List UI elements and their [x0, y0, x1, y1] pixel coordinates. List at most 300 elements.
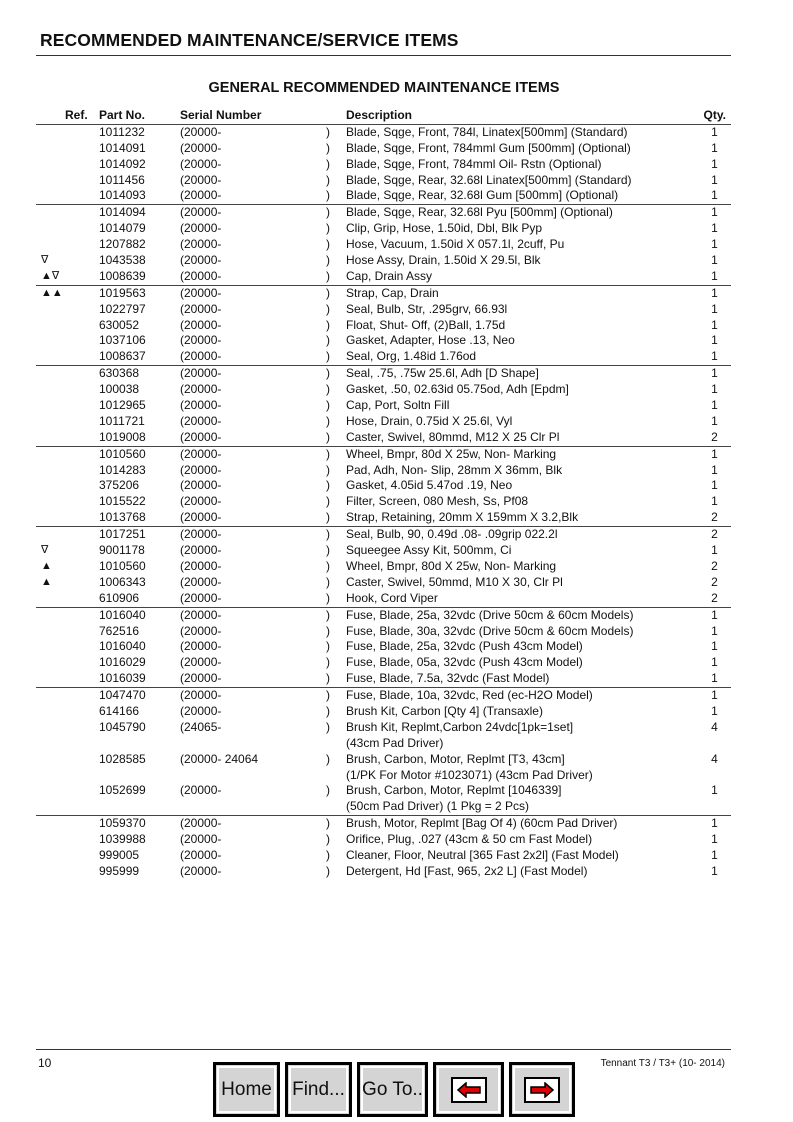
- go-to-button[interactable]: Go To..: [357, 1062, 428, 1117]
- description: Brush Kit, Carbon [Qty 4] (Transaxle): [346, 703, 543, 718]
- serial-number: (20000- 24064: [180, 751, 259, 766]
- table-row: [36, 447, 731, 463]
- description: Seal, Bulb, Str, .295grv, 66.93l: [346, 301, 508, 316]
- description: Wheel, Bmpr, 80d X 25w, Non- Marking: [346, 558, 557, 573]
- part-number: 1019008: [99, 429, 146, 444]
- serial-number: (20000-: [180, 156, 222, 171]
- quantity: 2: [711, 510, 718, 525]
- table-row: [36, 752, 731, 768]
- serial-number: (20000-: [180, 446, 222, 461]
- description: Seal, Bulb, 90, 0.49d .08- .09grip 022.2l: [346, 527, 558, 542]
- description: Caster, Swivel, 50mmd, M10 X 30, Clr Pl: [346, 574, 563, 589]
- row-group: [36, 687, 731, 815]
- serial-close: ): [326, 366, 330, 381]
- serial-number: (20000-: [180, 863, 222, 878]
- ref-marker: [36, 382, 99, 398]
- serial-number: (20000-: [180, 237, 222, 252]
- description: Filter, Screen, 080 Mesh, Ss, Pf08: [346, 494, 529, 509]
- ref-marker: [36, 783, 99, 799]
- description: Gasket, .50, 02.63id 05.75od, Adh [Epdm]: [346, 382, 569, 397]
- description: (43cm Pad Driver): [346, 735, 444, 750]
- ref-marker: [36, 704, 99, 720]
- page-number: 10: [38, 1056, 52, 1070]
- ref-marker: [36, 832, 99, 848]
- description: Fuse, Blade, 7.5a, 32vdc (Fast Model): [346, 671, 550, 686]
- ref-marker: [36, 366, 99, 382]
- table-row: [36, 205, 731, 221]
- description: Cap, Port, Soltn Fill: [346, 398, 450, 413]
- ref-marker: ▲: [41, 559, 52, 572]
- description: Pad, Adh, Non- Slip, 28mm X 36mm, Blk: [346, 462, 563, 477]
- ref-marker: [36, 671, 99, 687]
- serial-number: (20000-: [180, 832, 222, 847]
- ref-marker: ▲: [41, 575, 52, 588]
- serial-close: ): [326, 124, 330, 139]
- table-row: [36, 286, 731, 302]
- quantity: 1: [711, 237, 718, 252]
- quantity: 1: [711, 221, 718, 236]
- description: Cleaner, Floor, Neutral [365 Fast 2x2l] (Fast Model): [346, 847, 619, 862]
- description: Hose, Vacuum, 1.50id X 057.1l, 2cuff, Pu: [346, 237, 565, 252]
- table-row: [36, 591, 731, 607]
- description: Brush, Carbon, Motor, Replmt [1046339]: [346, 783, 562, 798]
- serial-close: ): [326, 590, 330, 605]
- part-number: 1043538: [99, 253, 146, 268]
- serial-number: (20000-: [180, 333, 222, 348]
- quantity: 1: [711, 863, 718, 878]
- part-number: 999005: [99, 847, 140, 862]
- serial-close: ): [326, 543, 330, 558]
- serial-number: (20000-: [180, 527, 222, 542]
- part-number: 1019563: [99, 285, 146, 300]
- ref-marker: [36, 624, 99, 640]
- ref-marker: [36, 414, 99, 430]
- header-serial-number: Serial Number: [180, 108, 262, 122]
- part-number: 1006343: [99, 574, 146, 589]
- serial-number: (20000-: [180, 124, 222, 139]
- part-number: 1011456: [99, 172, 145, 187]
- part-number: 9001178: [99, 543, 145, 558]
- serial-close: ): [326, 623, 330, 638]
- serial-close: ): [326, 607, 330, 622]
- part-number: 1014094: [99, 205, 146, 220]
- header-description: Description: [346, 108, 413, 122]
- quantity: 1: [711, 688, 718, 703]
- table-row: [36, 816, 731, 832]
- serial-number: (20000-: [180, 253, 222, 268]
- quantity: 1: [711, 205, 718, 220]
- serial-close: ): [326, 462, 330, 477]
- table-row: [36, 494, 731, 510]
- part-number: 1052699: [99, 783, 146, 798]
- ref-marker: [36, 141, 99, 157]
- part-number: 1022797: [99, 301, 146, 316]
- ref-marker: ∇: [41, 254, 49, 267]
- quantity: 1: [711, 639, 718, 654]
- serial-number: (20000-: [180, 349, 222, 364]
- serial-close: ): [326, 703, 330, 718]
- description: Fuse, Blade, 25a, 32vdc (Drive 50cm & 60cm Models): [346, 607, 634, 622]
- back-arrow-icon: [456, 1082, 482, 1098]
- description: Blade, Sqge, Front, 784mml Gum [500mm] (Optional): [346, 140, 631, 155]
- description: Wheel, Bmpr, 80d X 25w, Non- Marking: [346, 446, 557, 461]
- description-continuation: [36, 799, 731, 815]
- serial-number: (20000-: [180, 172, 222, 187]
- serial-close: ): [326, 253, 330, 268]
- serial-close: ): [326, 172, 330, 187]
- description: Detergent, Hd [Fast, 965, 2x2 L] (Fast Model): [346, 863, 588, 878]
- serial-close: ): [326, 268, 330, 283]
- row-group: [36, 285, 731, 365]
- serial-number: (20000-: [180, 366, 222, 381]
- serial-number: (20000-: [180, 607, 222, 622]
- header-qty: Qty.: [703, 108, 726, 122]
- parts-table: [36, 108, 731, 880]
- description: Hose, Drain, 0.75id X 25.6l, Vyl: [346, 413, 513, 428]
- serial-number: (20000-: [180, 494, 222, 509]
- quantity: 4: [711, 719, 718, 734]
- description: Blade, Sqge, Front, 784mml Oil- Rstn (Optional): [346, 156, 602, 171]
- serial-number: (20000-: [180, 221, 222, 236]
- part-number: 1045790: [99, 719, 146, 734]
- description-continuation: [36, 736, 731, 752]
- serial-close: ): [326, 429, 330, 444]
- table-row: [36, 559, 731, 575]
- table-row: [36, 463, 731, 479]
- table-row: [36, 430, 731, 446]
- description-continuation: [36, 768, 731, 784]
- serial-number: (20000-: [180, 285, 222, 300]
- description: Strap, Cap, Drain: [346, 285, 439, 300]
- table-row: [36, 688, 731, 704]
- description: Blade, Sqge, Front, 784l, Linatex[500mm] (Standard): [346, 124, 628, 139]
- serial-number: (20000-: [180, 655, 222, 670]
- description: Brush, Motor, Replmt [Bag Of 4) (60cm Pad Driver): [346, 816, 618, 831]
- description: Gasket, Adapter, Hose .13, Neo: [346, 333, 515, 348]
- part-number: 630368: [99, 366, 140, 381]
- description: Fuse, Blade, 25a, 32vdc (Push 43cm Model): [346, 639, 583, 654]
- quantity: 1: [711, 156, 718, 171]
- quantity: 1: [711, 671, 718, 686]
- ref-marker: ▲▲: [41, 286, 63, 299]
- ref-marker: [36, 237, 99, 253]
- description: Seal, Org, 1.48id 1.76od: [346, 349, 477, 364]
- ref-marker: [36, 608, 99, 624]
- quantity: 1: [711, 832, 718, 847]
- serial-close: ): [326, 527, 330, 542]
- serial-number: (20000-: [180, 847, 222, 862]
- quantity: 2: [711, 574, 718, 589]
- serial-number: (20000-: [180, 590, 222, 605]
- quantity: 1: [711, 478, 718, 493]
- table-row: [36, 318, 731, 334]
- serial-close: ): [326, 863, 330, 878]
- serial-close: ): [326, 413, 330, 428]
- serial-close: ): [326, 205, 330, 220]
- description: Blade, Sqge, Rear, 32.68l Gum [500mm] (Optional): [346, 188, 619, 203]
- quantity: 1: [711, 188, 718, 203]
- table-header: [36, 108, 731, 125]
- serial-number: (20000-: [180, 623, 222, 638]
- serial-close: ): [326, 510, 330, 525]
- row-group: [36, 607, 731, 687]
- serial-close: ): [326, 847, 330, 862]
- ref-marker: [36, 864, 99, 880]
- quantity: 1: [711, 783, 718, 798]
- description: Fuse, Blade, 05a, 32vdc (Push 43cm Model): [346, 655, 583, 670]
- part-number: 1011721: [99, 413, 145, 428]
- forward-arrow-icon: [529, 1082, 555, 1098]
- part-number: 1015522: [99, 494, 146, 509]
- ref-marker: [36, 318, 99, 334]
- serial-number: (20000-: [180, 317, 222, 332]
- quantity: 1: [711, 349, 718, 364]
- serial-close: ): [326, 478, 330, 493]
- serial-number: (20000-: [180, 543, 222, 558]
- part-number: 1047470: [99, 688, 146, 703]
- description: Squeegee Assy Kit, 500mm, Ci: [346, 543, 512, 558]
- part-number: 1014283: [99, 462, 146, 477]
- navigation-bar: [213, 1062, 575, 1117]
- table-row: [36, 543, 731, 559]
- serial-number: (20000-: [180, 478, 222, 493]
- part-number: 1016040: [99, 639, 146, 654]
- document-id: Tennant T3 / T3+ (10- 2014): [600, 1058, 725, 1069]
- serial-number: (20000-: [180, 140, 222, 155]
- table-row: [36, 478, 731, 494]
- header-ref: Ref.: [65, 108, 88, 122]
- ref-marker: [36, 848, 99, 864]
- table-row: [36, 510, 731, 526]
- serial-number: (20000-: [180, 462, 222, 477]
- row-group: [36, 815, 731, 880]
- serial-close: ): [326, 140, 330, 155]
- serial-close: ): [326, 639, 330, 654]
- quantity: 2: [711, 590, 718, 605]
- quantity: 1: [711, 816, 718, 831]
- part-number: 1008637: [99, 349, 146, 364]
- ref-marker: [36, 494, 99, 510]
- serial-number: (20000-: [180, 639, 222, 654]
- part-number: 1014092: [99, 156, 146, 171]
- header-part-no: Part No.: [99, 108, 146, 122]
- part-number: 1016029: [99, 655, 146, 670]
- description: Blade, Sqge, Rear, 32.68l Linatex[500mm] (Standard): [346, 172, 632, 187]
- section-title: GENERAL RECOMMENDED MAINTENANCE ITEMS: [208, 80, 560, 96]
- table-row: [36, 221, 731, 237]
- ref-marker: [36, 302, 99, 318]
- description: Blade, Sqge, Rear, 32.68l Pyu [500mm] (Optional): [346, 205, 613, 220]
- serial-number: (20000-: [180, 574, 222, 589]
- serial-close: ): [326, 816, 330, 831]
- description: Float, Shut- Off, (2)Ball, 1.75d: [346, 317, 506, 332]
- row-group: [36, 446, 731, 526]
- serial-number: (20000-: [180, 671, 222, 686]
- row-group: [36, 204, 731, 284]
- table-row: [36, 704, 731, 720]
- quantity: 1: [711, 607, 718, 622]
- row-group: [36, 125, 731, 204]
- part-number: 610906: [99, 590, 140, 605]
- page-title: RECOMMENDED MAINTENANCE/SERVICE ITEMS: [40, 30, 459, 50]
- serial-number: (20000-: [180, 205, 222, 220]
- ref-marker: [36, 510, 99, 526]
- serial-number: (20000-: [180, 558, 222, 573]
- ref-marker: [36, 349, 99, 365]
- part-number: 1014091: [99, 140, 146, 155]
- table-row: [36, 414, 731, 430]
- part-number: 1014079: [99, 221, 146, 236]
- serial-number: (20000-: [180, 703, 222, 718]
- serial-close: ): [326, 719, 330, 734]
- serial-number: (20000-: [180, 268, 222, 283]
- table-row: [36, 575, 731, 591]
- ref-marker: [36, 478, 99, 494]
- part-number: 1011232: [99, 124, 145, 139]
- next-page-button[interactable]: [509, 1062, 575, 1117]
- quantity: 2: [711, 558, 718, 573]
- part-number: 1017251: [99, 527, 146, 542]
- part-number: 1039988: [99, 832, 146, 847]
- quantity: 1: [711, 413, 718, 428]
- part-number: 1207882: [99, 237, 146, 252]
- quantity: 1: [711, 253, 718, 268]
- table-row: [36, 864, 731, 880]
- row-group: [36, 526, 731, 606]
- quantity: 2: [711, 429, 718, 444]
- serial-close: ): [326, 317, 330, 332]
- part-number: 1028585: [99, 751, 146, 766]
- ref-marker: [36, 688, 99, 704]
- ref-marker: [36, 333, 99, 349]
- serial-close: ): [326, 188, 330, 203]
- description: Seal, .75, .75w 25.6l, Adh [D Shape]: [346, 366, 539, 381]
- serial-close: ): [326, 349, 330, 364]
- part-number: 630052: [99, 317, 140, 332]
- quantity: 1: [711, 285, 718, 300]
- part-number: 762516: [99, 623, 140, 638]
- part-number: 1016040: [99, 607, 146, 622]
- table-row: [36, 302, 731, 318]
- description: Hose Assy, Drain, 1.50id X 29.5l, Blk: [346, 253, 541, 268]
- quantity: 1: [711, 382, 718, 397]
- serial-number: (20000-: [180, 688, 222, 703]
- description: Orifice, Plug, .027 (43cm & 50 cm Fast Model): [346, 832, 593, 847]
- serial-close: ): [326, 574, 330, 589]
- serial-close: ): [326, 221, 330, 236]
- quantity: 2: [711, 527, 718, 542]
- table-row: [36, 237, 731, 253]
- table-row: [36, 125, 731, 141]
- ref-marker: [36, 205, 99, 221]
- table-row: [36, 671, 731, 687]
- part-number: 614166: [99, 703, 140, 718]
- ref-marker: ▲∇: [41, 269, 60, 282]
- part-number: 100038: [99, 382, 140, 397]
- table-row: [36, 398, 731, 414]
- table-row: [36, 832, 731, 848]
- table-row: [36, 720, 731, 736]
- table-row: [36, 608, 731, 624]
- quantity: 1: [711, 268, 718, 283]
- serial-close: ): [326, 398, 330, 413]
- description: Hook, Cord Viper: [346, 590, 438, 605]
- row-group: [36, 365, 731, 445]
- serial-close: ): [326, 655, 330, 670]
- quantity: 1: [711, 398, 718, 413]
- quantity: 1: [711, 462, 718, 477]
- ref-marker: [36, 639, 99, 655]
- quantity: 1: [711, 446, 718, 461]
- serial-close: ): [326, 285, 330, 300]
- part-number: 1013768: [99, 510, 146, 525]
- serial-number: (20000-: [180, 429, 222, 444]
- table-row: [36, 783, 731, 799]
- ref-marker: [36, 188, 99, 204]
- part-number: 1008639: [99, 268, 146, 283]
- table-row: [36, 366, 731, 382]
- description: Brush Kit, Replmt,Carbon 24vdc[1pk=1set]: [346, 719, 574, 734]
- home-button[interactable]: Home: [213, 1062, 280, 1117]
- serial-close: ): [326, 156, 330, 171]
- table-row: [36, 527, 731, 543]
- ref-marker: [36, 447, 99, 463]
- description: Cap, Drain Assy: [346, 268, 433, 283]
- quantity: 1: [711, 366, 718, 381]
- table-row: [36, 624, 731, 640]
- description: (50cm Pad Driver) (1 Pkg = 2 Pcs): [346, 799, 530, 814]
- ref-marker: [36, 125, 99, 141]
- quantity: 1: [711, 543, 718, 558]
- quantity: 1: [711, 655, 718, 670]
- ref-marker: [36, 720, 99, 736]
- description: Fuse, Blade, 30a, 32vdc (Drive 50cm & 60cm Models): [346, 623, 634, 638]
- previous-page-button[interactable]: [433, 1062, 504, 1117]
- serial-close: ): [326, 333, 330, 348]
- table-row: [36, 382, 731, 398]
- serial-close: ): [326, 558, 330, 573]
- quantity: 1: [711, 703, 718, 718]
- part-number: 1010560: [99, 558, 146, 573]
- ref-marker: [36, 816, 99, 832]
- ref-marker: [36, 173, 99, 189]
- serial-close: ): [326, 688, 330, 703]
- find-button[interactable]: Find...: [285, 1062, 352, 1117]
- description: Clip, Grip, Hose, 1.50id, Dbl, Blk Pyp: [346, 221, 543, 236]
- serial-close: ): [326, 301, 330, 316]
- table-row: [36, 157, 731, 173]
- table-row: [36, 639, 731, 655]
- ref-marker: [36, 157, 99, 173]
- ref-marker: [36, 527, 99, 543]
- quantity: 1: [711, 140, 718, 155]
- serial-close: ): [326, 671, 330, 686]
- serial-number: (20000-: [180, 301, 222, 316]
- ref-marker: [36, 398, 99, 414]
- serial-close: ): [326, 783, 330, 798]
- part-number: 1012965: [99, 398, 146, 413]
- table-row: [36, 269, 731, 285]
- ref-marker: [36, 430, 99, 446]
- ref-marker: [36, 591, 99, 607]
- quantity: 1: [711, 124, 718, 139]
- part-number: 1037106: [99, 333, 146, 348]
- table-row: [36, 253, 731, 269]
- quantity: 1: [711, 172, 718, 187]
- table-row: [36, 188, 731, 204]
- part-number: 375206: [99, 478, 140, 493]
- serial-number: (24065-: [180, 719, 222, 734]
